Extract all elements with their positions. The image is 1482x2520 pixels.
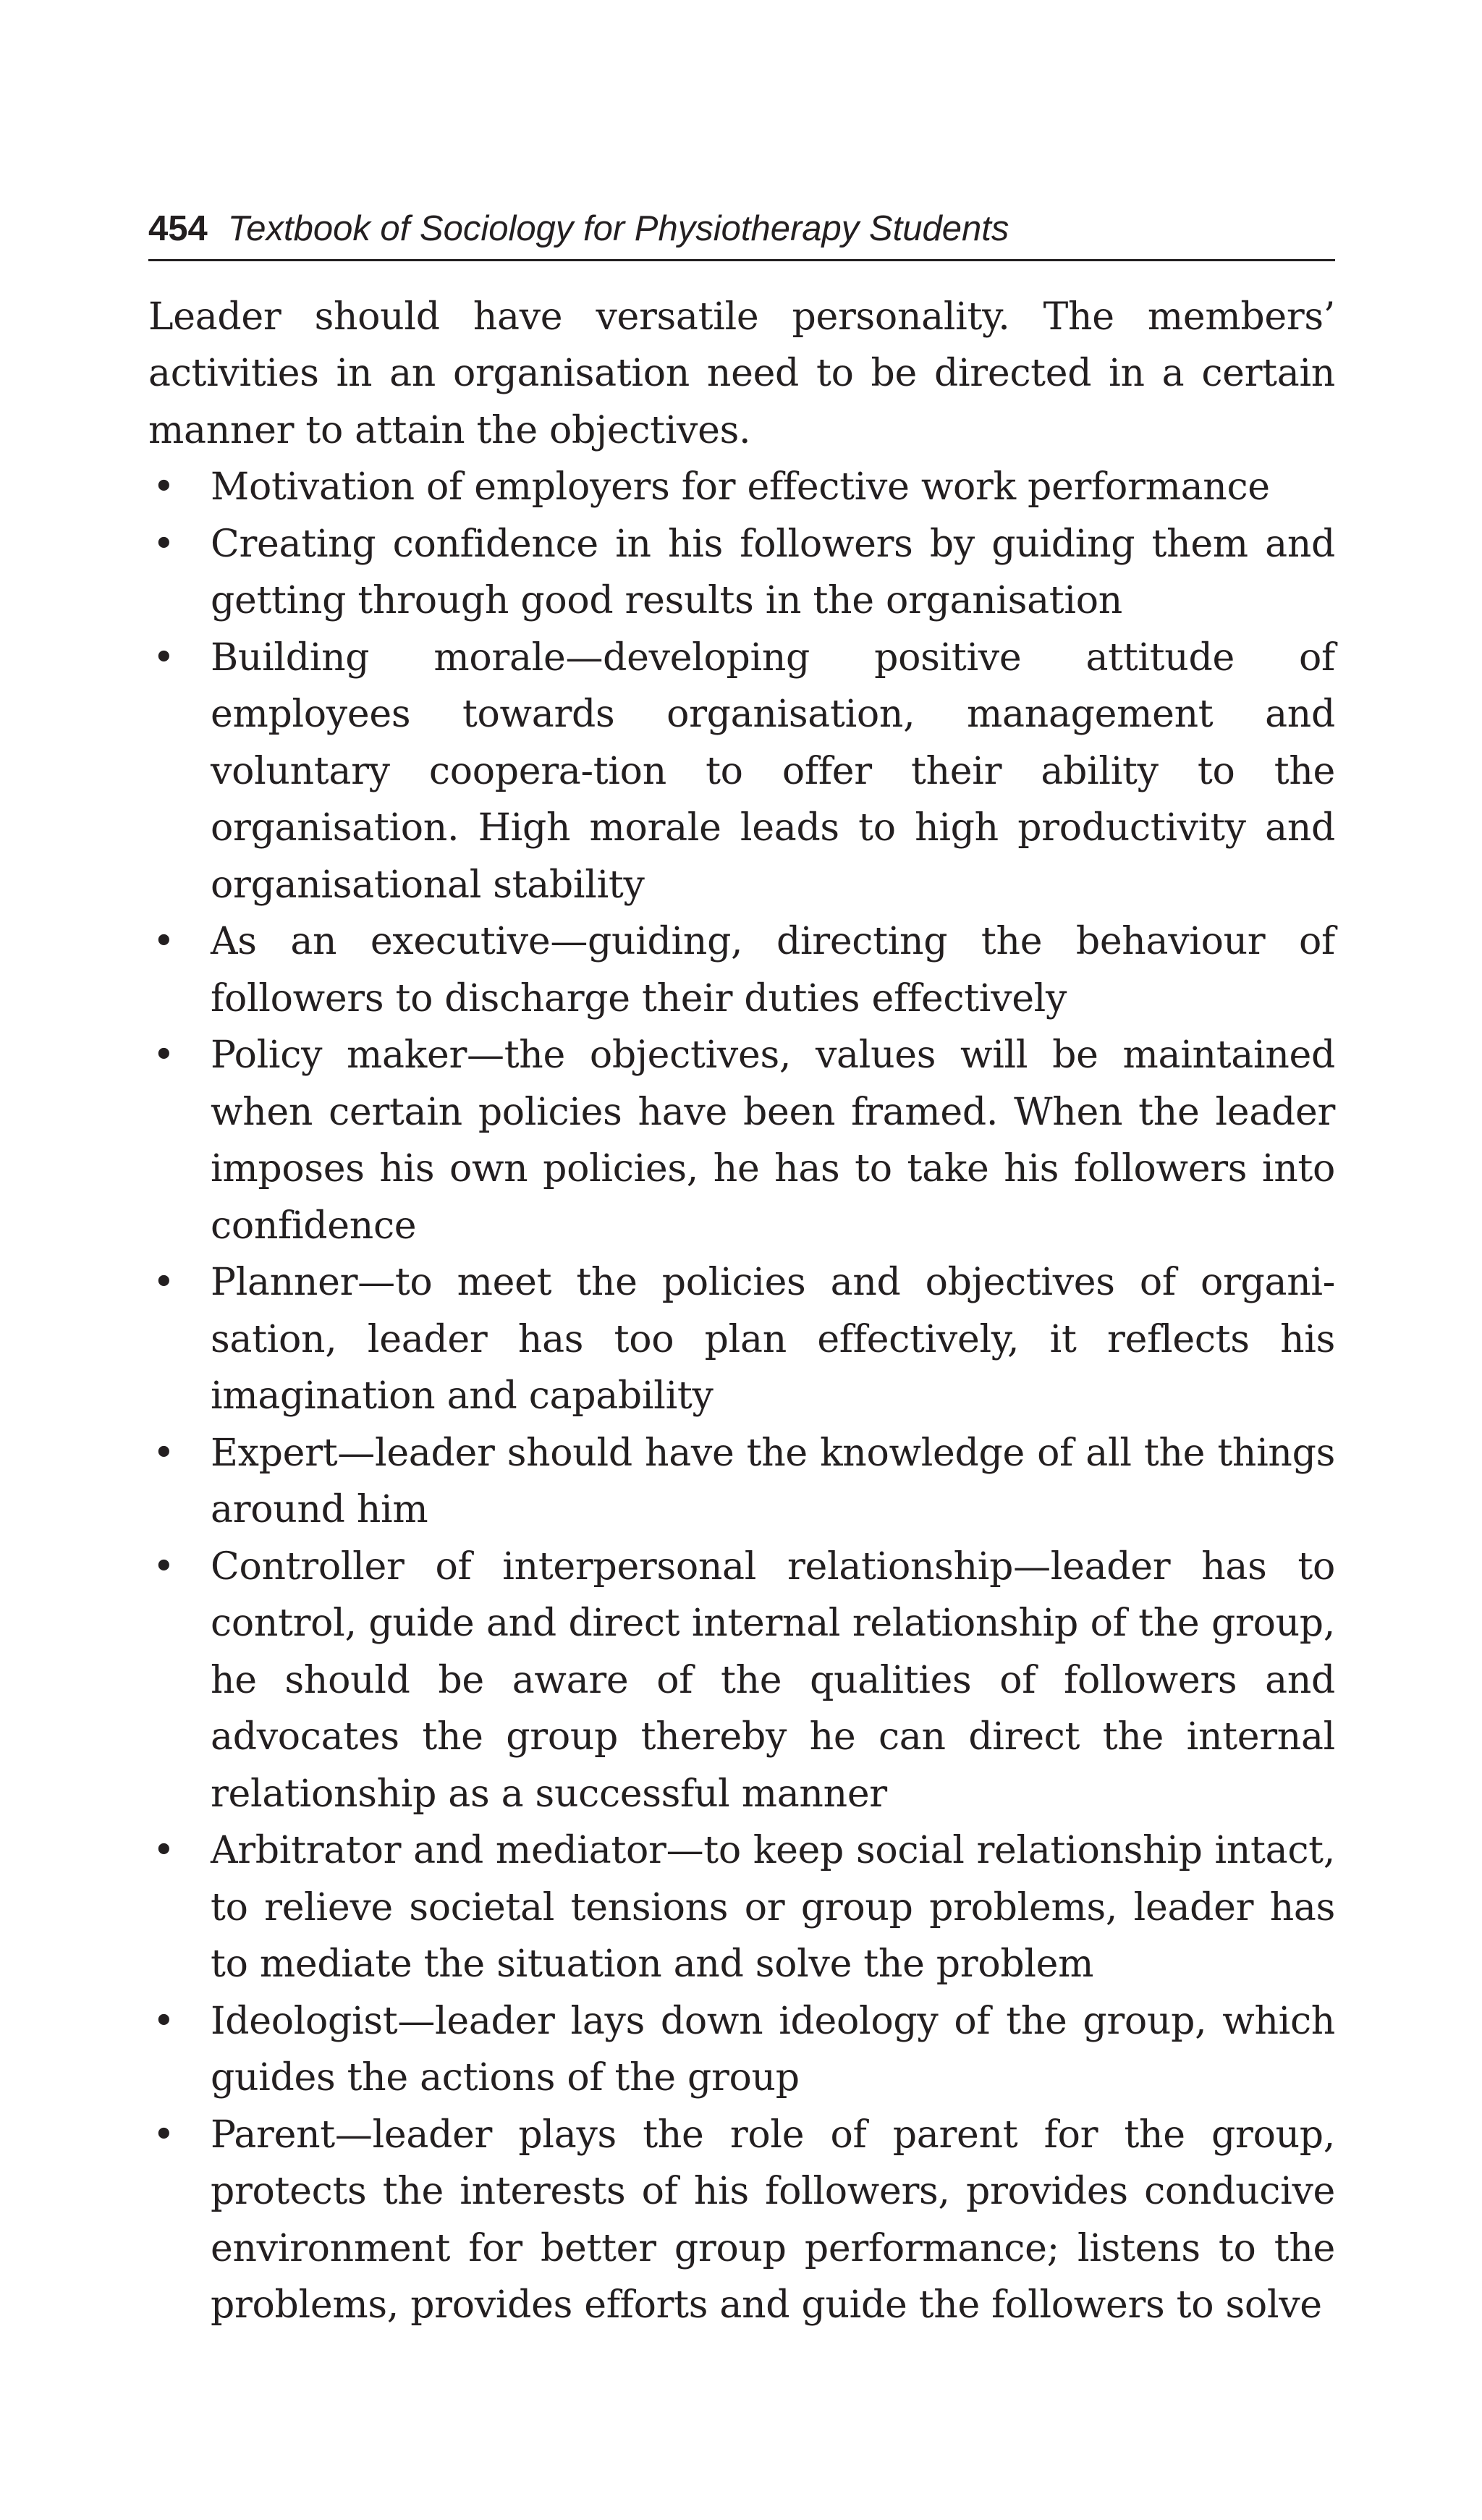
leader-roles-list [148, 459, 1335, 2334]
list-item [148, 459, 1335, 516]
bullet-icon: • [153, 1829, 175, 1873]
bullet-icon: • [153, 522, 175, 566]
running-header [148, 210, 1335, 261]
list-item-text: Parent—leader plays the role of parent for the group, protects the interests of his followers, provides conducive environment for better group performance; listens to the problems, provides efforts and guide the followers to solve [211, 2113, 1335, 2327]
list-item [148, 1254, 1335, 1425]
list-item-text: Planner—to meet the policies and objectives of organi-sation, leader has too plan effectively, it reflects his imagination and capability [211, 1261, 1335, 1418]
list-item-text: Policy maker—the objectives, values will be maintained when certain policies have been framed. When the leader imposes his own policies, he has to take his followers into confidence [211, 1033, 1335, 1248]
list-item-text: Building morale—developing positive attitude of employees towards organisation, management and voluntary coopera-tion to offer their ability to the organisation. High morale leads to high productivity and organisational stability [211, 635, 1335, 907]
list-item-text: As an executive—guiding, directing the behaviour of followers to discharge their duties effectively [211, 920, 1335, 1020]
list-item [148, 1822, 1335, 1993]
list-item [148, 630, 1335, 914]
page-number: 454 [148, 209, 208, 248]
list-item [148, 1425, 1335, 1539]
list-item-text: Ideologist—leader lays down ideology of the group, which guides the actions of the group [211, 1999, 1335, 2100]
list-item-text: Motivation of employers for effective work performance [211, 465, 1270, 510]
list-item-text: Expert—leader should have the knowledge of all the things around him [211, 1431, 1335, 1532]
bullet-icon: • [153, 635, 175, 680]
list-item [148, 1027, 1335, 1254]
bullet-icon: • [153, 1033, 175, 1078]
bullet-icon: • [153, 1999, 175, 2043]
book-title: Textbook of Sociology for Physiotherapy Students [227, 209, 1009, 248]
list-item [148, 516, 1335, 630]
bullet-icon: • [153, 920, 175, 964]
list-item [148, 1539, 1335, 1823]
bullet-icon: • [153, 1261, 175, 1305]
list-item [148, 2107, 1335, 2334]
book-page [148, 210, 1335, 2334]
list-item [148, 1993, 1335, 2107]
list-item [148, 913, 1335, 1027]
list-item-text: Controller of interpersonal relationship—leader has to control, guide and direct internal relationship of the group, he should be aware of the qualities of followers and advocates the group thereby he can direct the internal relationship as a successful manner [211, 1544, 1335, 1816]
bullet-icon: • [153, 465, 175, 510]
list-item-text: Creating confidence in his followers by guiding them and getting through good results in the organisation [211, 522, 1335, 623]
body-text [148, 289, 1335, 2334]
bullet-icon: • [153, 1544, 175, 1589]
bullet-icon: • [153, 1431, 175, 1475]
bullet-icon: • [153, 2113, 175, 2157]
intro-paragraph: Leader should have versatile personality. The members’ activities in an organisation need to be directed in a certain manner to attain the objectives. [148, 295, 1335, 452]
list-item-text: Arbitrator and mediator—to keep social relationship intact, to relieve societal tensions or group problems, leader has to mediate the situation and solve the problem [211, 1829, 1335, 1987]
